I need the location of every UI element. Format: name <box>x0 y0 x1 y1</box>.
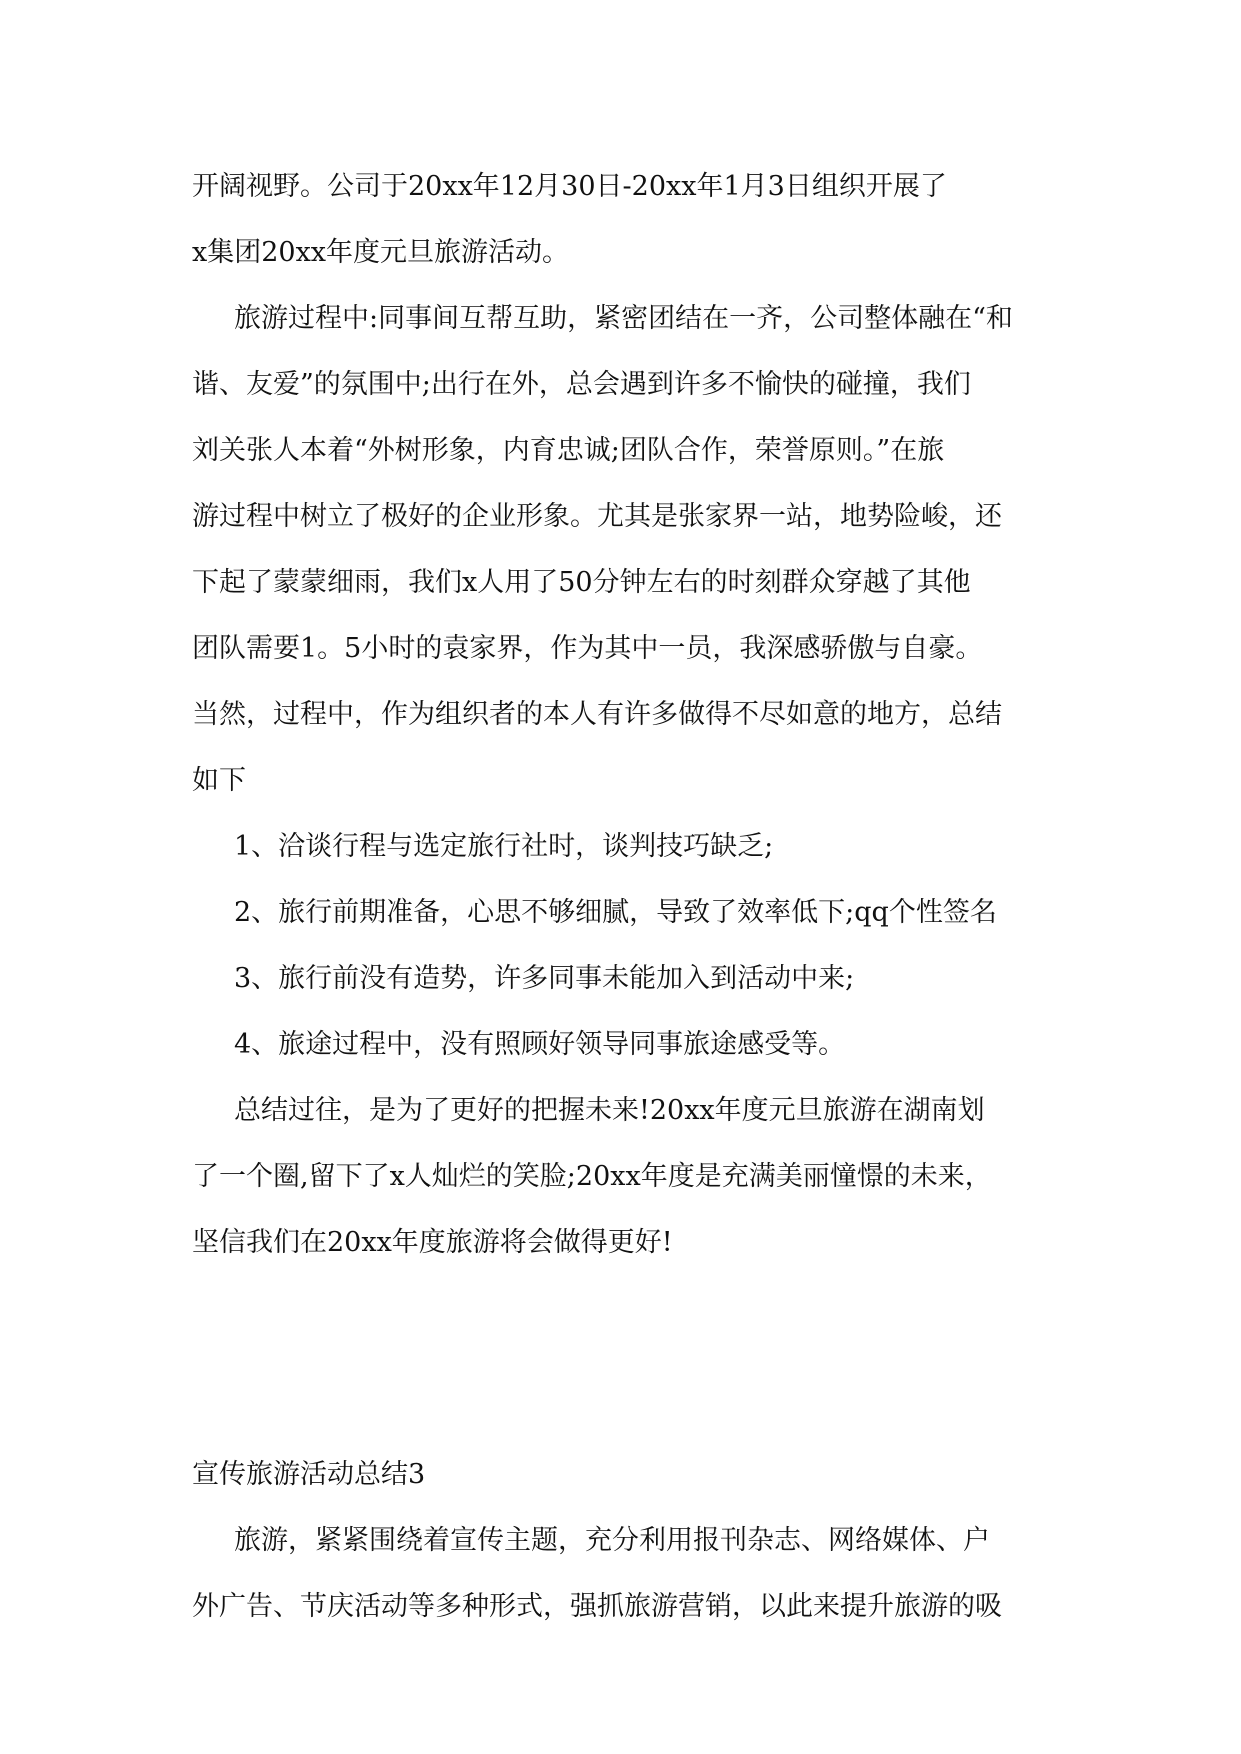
list-item: 3、旅行前没有造势，许多同事未能加入到活动中来; <box>234 963 855 994</box>
document-body <box>192 154 1072 1276</box>
paragraph-line: 旅游过程中:同事间互帮互助，紧密团结在一齐，公司整体融在“和 <box>234 303 1013 334</box>
list-item: 1、洽谈行程与选定旅行社时，谈判技巧缺乏; <box>234 831 774 862</box>
list-item: 2、旅行前期准备，心思不够细腻，导致了效率低下;qq个性签名 <box>234 897 997 928</box>
paragraph-line: 总结过往，是为了更好的把握未来!20xx年度元旦旅游在湖南划 <box>234 1095 985 1126</box>
paragraph-line: 下起了蒙蒙细雨，我们x人用了50分钟左右的时刻群众穿越了其他 <box>192 567 971 598</box>
paragraph-line: 外广告、节庆活动等多种形式，强抓旅游营销，以此来提升旅游的吸 <box>192 1591 1002 1622</box>
paragraph-line: x集团20xx年度元旦旅游活动。 <box>192 237 570 268</box>
paragraph-line: 旅游，紧紧围绕着宣传主题，充分利用报刊杂志、网络媒体、户 <box>234 1525 990 1556</box>
paragraph-line: 坚信我们在20xx年度旅游将会做得更好! <box>192 1227 673 1258</box>
paragraph-line: 团队需要1。5小时的袁家界，作为其中一员，我深感骄傲与自豪。 <box>192 633 983 664</box>
paragraph-line: 开阔视野。公司于20xx年12月30日-20xx年1月3日组织开展了 <box>192 171 947 202</box>
paragraph-line: 游过程中树立了极好的企业形象。尤其是张家界一站，地势险峻，还 <box>192 501 1002 532</box>
paragraph-line: 当然，过程中，作为组织者的本人有许多做得不尽如意的地方，总结 <box>192 699 1002 730</box>
paragraph-line: 如下 <box>192 765 246 796</box>
paragraph-line: 了一个圈,留下了x人灿烂的笑脸;20xx年度是充满美丽憧憬的未来， <box>192 1161 992 1192</box>
list-item: 4、旅途过程中，没有照顾好领导同事旅途感受等。 <box>234 1029 846 1060</box>
document-body-section-3 <box>192 1508 1072 1640</box>
paragraph-line: 谐、友爱”的氛围中;出行在外，总会遇到许多不愉快的碰撞，我们 <box>192 369 971 400</box>
section-heading: 宣传旅游活动总结3 <box>192 1459 426 1490</box>
paragraph-line: 刘关张人本着“外树形象，内育忠诚;团队合作，荣誉原则。”在旅 <box>192 435 945 466</box>
